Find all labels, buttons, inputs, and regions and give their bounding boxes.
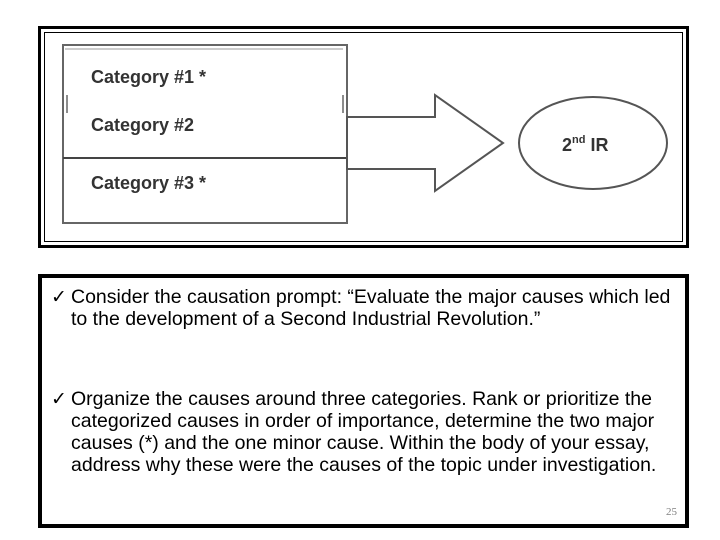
checkmark-icon: ✓	[51, 388, 67, 410]
category-3-label: Category #3 *	[91, 173, 207, 193]
target-prefix: 2	[562, 135, 573, 155]
page-number: 25	[666, 506, 677, 518]
bullet-text: Consider the causation prompt: “Evaluate the major causes which led to the development of a Second Industrial Revolution.”	[71, 286, 671, 330]
category-2-label: Category #2	[91, 115, 195, 135]
bullet-text: Organize the causes around three categories. Rank or prioritize the categorized causes in order of importance, determine the two major causes (*) and the one minor cause. Within the body of your essay, address why these were the causes of the topic under investigation.	[71, 388, 657, 476]
instructions-box	[38, 274, 689, 528]
target-superscript: nd	[572, 134, 586, 146]
bullet-item	[42, 286, 671, 356]
diagram-frame	[38, 26, 689, 248]
category-1-label: Category #1 *	[91, 67, 207, 87]
checkmark-icon: ✓	[51, 286, 67, 308]
causation-diagram	[45, 33, 683, 242]
diagram-area	[44, 32, 683, 242]
bullet-item	[42, 388, 662, 508]
target-suffix: IR	[590, 135, 609, 155]
arrow-shape	[347, 95, 503, 191]
